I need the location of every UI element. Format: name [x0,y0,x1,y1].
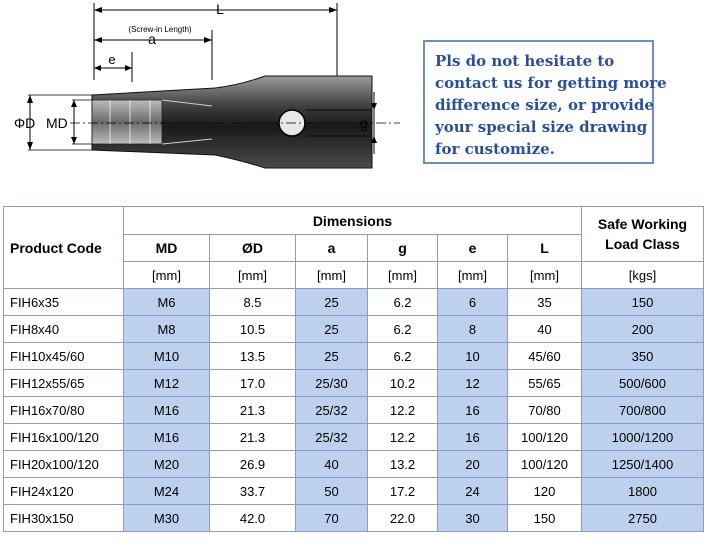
cell-code: FIH8x40 [4,316,124,343]
cell-g: 13.2 [368,451,438,478]
note-line-1: Pls do not hesitate to [435,52,615,70]
note-line-4: your special size drawing [435,118,648,136]
cell-code: FIH6x35 [4,289,124,316]
dim-l-label: L [216,1,224,17]
note-line-3: difference size, or provide [435,96,654,114]
cell-od: 21.3 [210,397,296,424]
unit-l: [mm] [508,262,582,289]
unit-load: [kgs] [582,262,704,289]
cell-l: 35 [508,289,582,316]
cell-e: 20 [438,451,508,478]
safe-load-line-2: Load Class [605,236,680,252]
table-row [4,424,704,451]
eye-nut-spec-table [3,206,704,532]
cell-l: 100/120 [508,451,582,478]
cell-a: 25/30 [296,370,368,397]
cell-code: FIH12x55/65 [4,370,124,397]
cell-load: 200 [582,316,704,343]
header-row-1 [4,207,704,235]
cell-l: 70/80 [508,397,582,424]
cell-e: 12 [438,370,508,397]
cell-load: 500/600 [582,370,704,397]
cell-code: FIH16x70/80 [4,397,124,424]
cell-e: 6 [438,289,508,316]
cell-g: 12.2 [368,397,438,424]
eye-nut-technical-drawing [0,0,420,200]
cell-code: FIH10x45/60 [4,343,124,370]
table-row [4,316,704,343]
cell-md: M8 [124,316,210,343]
unit-md: [mm] [124,262,210,289]
col-md: MD [124,235,210,262]
cell-md: M20 [124,451,210,478]
cell-od: 21.3 [210,424,296,451]
cell-load: 1800 [582,478,704,505]
header-product-code: Product Code [4,207,124,289]
table-row [4,343,704,370]
cell-l: 45/60 [508,343,582,370]
cell-od: 10.5 [210,316,296,343]
cell-g: 12.2 [368,424,438,451]
cell-e: 8 [438,316,508,343]
cell-code: FIH24x120 [4,478,124,505]
note-line-2: contact us for getting more [435,74,667,92]
header-safe-working-load [582,207,704,262]
cell-g: 6.2 [368,289,438,316]
cell-od: 33.7 [210,478,296,505]
cell-od: 26.9 [210,451,296,478]
cell-md: M30 [124,505,210,532]
cell-code: FIH20x100/120 [4,451,124,478]
table-row [4,451,704,478]
cell-md: M24 [124,478,210,505]
cell-l: 120 [508,478,582,505]
col-a: a [296,235,368,262]
table-row [4,505,704,532]
cell-od: 13.5 [210,343,296,370]
cell-md: M16 [124,424,210,451]
cell-g: 6.2 [368,316,438,343]
cell-l: 100/120 [508,424,582,451]
cell-md: M16 [124,397,210,424]
cell-load: 350 [582,343,704,370]
cell-e: 16 [438,424,508,451]
cell-l: 40 [508,316,582,343]
unit-a: [mm] [296,262,368,289]
col-e: e [438,235,508,262]
cell-g: 17.2 [368,478,438,505]
dim-g-label: g [360,115,368,131]
cell-od: 8.5 [210,289,296,316]
unit-e: [mm] [438,262,508,289]
cell-load: 1250/1400 [582,451,704,478]
cell-l: 55/65 [508,370,582,397]
cell-g: 10.2 [368,370,438,397]
customization-note [423,40,667,164]
table-row [4,289,704,316]
cell-g: 6.2 [368,343,438,370]
table-row [4,370,704,397]
cell-load: 2750 [582,505,704,532]
cell-a: 40 [296,451,368,478]
dim-od-label: ΦD [14,115,36,131]
col-l: L [508,235,582,262]
dim-md-label: MD [46,115,68,131]
safe-load-line-1: Safe Working [597,216,688,232]
unit-od: [mm] [210,262,296,289]
table-row [4,478,704,505]
header-dimensions: Dimensions [124,207,582,235]
col-od: ØD [210,235,296,262]
cell-l: 150 [508,505,582,532]
cell-load: 150 [582,289,704,316]
cell-a: 25/32 [296,397,368,424]
cell-md: M10 [124,343,210,370]
cell-md: M6 [124,289,210,316]
dim-a-label: a [148,31,156,47]
cell-a: 25 [296,343,368,370]
note-line-5: for customize. [435,140,555,158]
table-body [4,289,704,532]
cell-a: 50 [296,478,368,505]
cell-code: FIH30x150 [4,505,124,532]
cell-e: 24 [438,478,508,505]
cell-e: 10 [438,343,508,370]
cell-e: 30 [438,505,508,532]
cell-od: 42.0 [210,505,296,532]
cell-load: 1000/1200 [582,424,704,451]
cell-load: 700/800 [582,397,704,424]
cell-g: 22.0 [368,505,438,532]
cell-a: 25 [296,289,368,316]
cell-code: FIH16x100/120 [4,424,124,451]
dim-screw-caption: (Screw-in Length) [128,25,192,34]
table-row [4,397,704,424]
unit-g: [mm] [368,262,438,289]
col-g: g [368,235,438,262]
cell-a: 25 [296,316,368,343]
cell-e: 16 [438,397,508,424]
cell-a: 70 [296,505,368,532]
cell-md: M12 [124,370,210,397]
dim-e-label: e [108,52,116,67]
cell-a: 25/32 [296,424,368,451]
cell-od: 17.0 [210,370,296,397]
